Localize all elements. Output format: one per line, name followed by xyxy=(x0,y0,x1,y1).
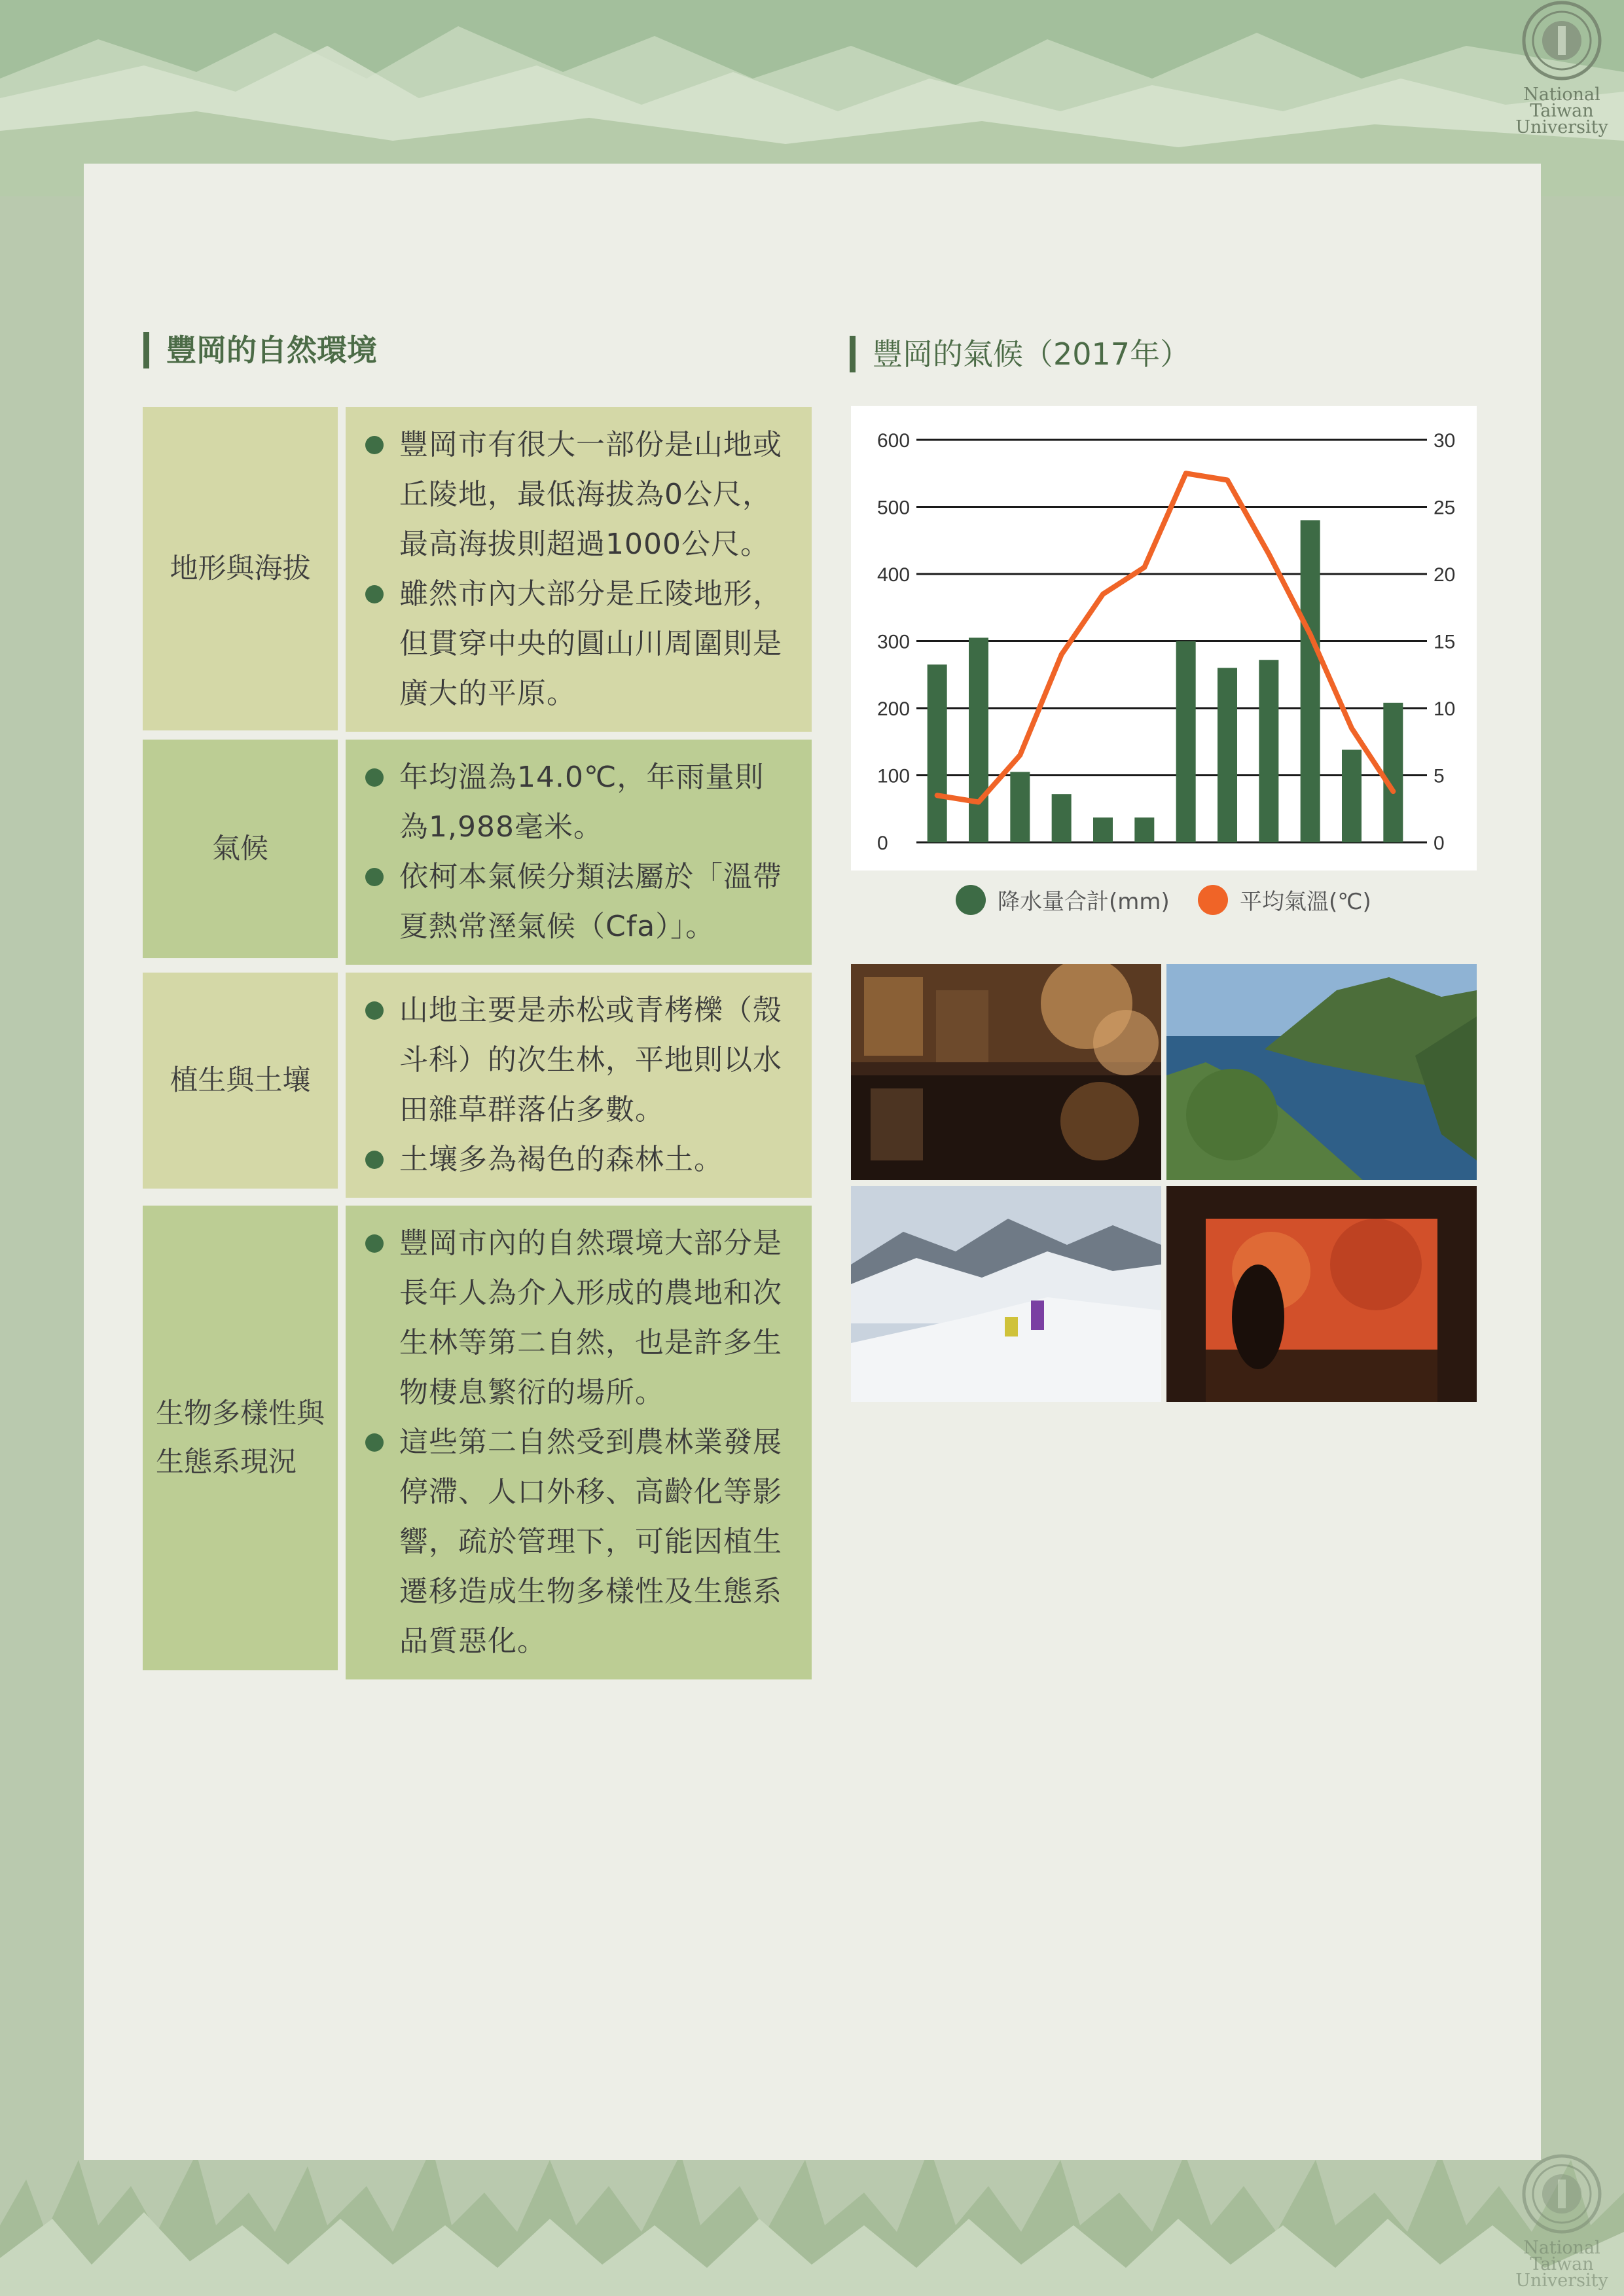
table-row-biodiversity xyxy=(143,1206,812,1679)
bullet-dot-icon xyxy=(365,1234,384,1253)
point-temperature xyxy=(1019,755,1020,756)
bullet-item: 豐岡市有很大一部份是山地或丘陵地，最低海拔為0公尺，最高海拔則超過1000公尺。 xyxy=(365,420,788,569)
point-temperature xyxy=(1061,654,1062,655)
y-left-tick-label: 200 xyxy=(877,698,911,720)
bar-precipitation xyxy=(928,664,947,842)
y-left-tick-label: 300 xyxy=(877,631,911,653)
bullet-dot-icon xyxy=(365,1433,384,1452)
bullet-item: 依柯本氣候分類法屬於「溫帶夏熱常溼氣候（Cfa）」。 xyxy=(365,852,788,952)
bar-precipitation xyxy=(1301,520,1320,842)
bar-precipitation xyxy=(1259,660,1278,842)
legend-item-temperature xyxy=(1198,884,1371,916)
bar-precipitation xyxy=(1218,668,1237,843)
y-left-tick-label: 500 xyxy=(877,497,911,519)
row-content xyxy=(346,1206,812,1679)
y-right-tick-label: 5 xyxy=(1434,765,1445,787)
ntu-logo xyxy=(1513,0,1611,135)
bullet-dot-icon xyxy=(365,868,384,886)
point-temperature xyxy=(1268,553,1269,554)
row-label: 生物多樣性與生態系現況 xyxy=(143,1206,338,1670)
section-title-environment: 豐岡的自然環境 xyxy=(143,332,377,368)
bullet-item: 年均溫為14.0℃，年雨量則為1,988毫米。 xyxy=(365,753,788,852)
point-temperature xyxy=(1102,594,1104,595)
bar-precipitation xyxy=(1342,750,1362,842)
y-right-tick-label: 15 xyxy=(1434,631,1456,653)
y-left-tick-label: 0 xyxy=(877,833,888,854)
photo-temple-autumn xyxy=(1166,1186,1477,1402)
legend-label-temperature: 平均氣溫(℃) xyxy=(1240,889,1371,915)
bar-precipitation xyxy=(1093,817,1113,842)
point-temperature xyxy=(1310,634,1311,635)
bullet-dot-icon xyxy=(365,768,384,787)
point-temperature xyxy=(1227,480,1228,481)
y-right-tick-label: 0 xyxy=(1434,833,1445,854)
row-content xyxy=(346,740,812,965)
bullet-item: 豐岡市內的自然環境大部分是長年人為介入形成的農地和次生林等第二自然，也是許多生物棲息繁衍的場所。 xyxy=(365,1219,788,1418)
bullet-dot-icon xyxy=(365,436,384,454)
ntu-emblem-icon xyxy=(1521,0,1602,81)
bullet-item: 雖然市內大部分是丘陵地形，但貫穿中央的圓山川周圍則是廣大的平原。 xyxy=(365,569,788,719)
climate-chart xyxy=(851,406,1477,870)
bullet-item: 山地主要是赤松或青栲櫟（殼斗科）的次生林，平地則以水田雜草群落佔多數。 xyxy=(365,986,788,1135)
photo-canal-night xyxy=(851,964,1161,1180)
table-row-vegetation xyxy=(143,973,812,1198)
bar-precipitation xyxy=(969,637,988,842)
table-row-climate xyxy=(143,740,812,965)
section-title-climate: 豐岡的氣候（2017年） xyxy=(850,336,1190,372)
point-temperature xyxy=(1185,473,1187,474)
logo-line-1: National xyxy=(1523,84,1600,105)
logo-line-3: University xyxy=(1515,2270,1608,2291)
bullet-dot-icon xyxy=(365,1151,384,1169)
legend-swatch-temperature xyxy=(1198,885,1228,915)
bar-precipitation xyxy=(1010,772,1030,842)
point-temperature xyxy=(1144,567,1145,568)
legend-label-precipitation: 降水量合計(mm) xyxy=(998,889,1170,915)
point-temperature xyxy=(1351,728,1352,729)
y-left-tick-label: 400 xyxy=(877,564,911,586)
photo-coast xyxy=(1166,964,1477,1180)
chart-legend xyxy=(851,884,1477,920)
bullet-dot-icon xyxy=(365,585,384,603)
point-temperature xyxy=(1392,791,1394,792)
point-temperature xyxy=(978,802,979,803)
row-content xyxy=(346,407,812,732)
photo-snow-mountain xyxy=(851,1186,1161,1402)
bullet-item: 土壤多為褐色的森林土。 xyxy=(365,1135,788,1185)
row-label: 植生與土壤 xyxy=(143,973,338,1189)
row-label: 地形與海拔 xyxy=(143,407,338,730)
logo-line-2: Taiwan xyxy=(1530,101,1594,121)
y-right-tick-label: 20 xyxy=(1434,564,1456,586)
y-right-tick-label: 25 xyxy=(1434,497,1456,519)
y-right-tick-label: 10 xyxy=(1434,698,1456,720)
y-left-tick-label: 100 xyxy=(877,765,911,787)
line-temperature xyxy=(937,473,1394,802)
environment-table xyxy=(143,407,812,1687)
bar-precipitation xyxy=(1383,703,1403,842)
logo-line-3: University xyxy=(1515,117,1608,137)
logo-line-1: National xyxy=(1523,2238,1600,2258)
logo-line-2: Taiwan xyxy=(1530,2254,1594,2274)
row-content xyxy=(346,973,812,1198)
y-left-tick-label: 600 xyxy=(877,430,911,452)
bullet-dot-icon xyxy=(365,1001,384,1020)
ntu-logo-watermark xyxy=(1513,2153,1611,2289)
bar-precipitation xyxy=(1176,641,1196,843)
bullet-item: 這些第二自然受到農林業發展停滯、人口外移、高齡化等影響，疏於管理下，可能因植生遷移造成生物多樣性及生態系品質惡化。 xyxy=(365,1418,788,1666)
point-temperature xyxy=(937,795,938,796)
ntu-emblem-icon xyxy=(1521,2153,1602,2234)
y-right-tick-label: 30 xyxy=(1434,430,1456,452)
table-row-terrain xyxy=(143,407,812,732)
bar-precipitation xyxy=(1134,817,1154,842)
row-label: 氣候 xyxy=(143,740,338,958)
legend-item-precipitation xyxy=(956,884,1170,916)
climate-chart-svg xyxy=(851,406,1477,870)
legend-swatch-precipitation xyxy=(956,885,986,915)
bar-precipitation xyxy=(1052,794,1072,842)
